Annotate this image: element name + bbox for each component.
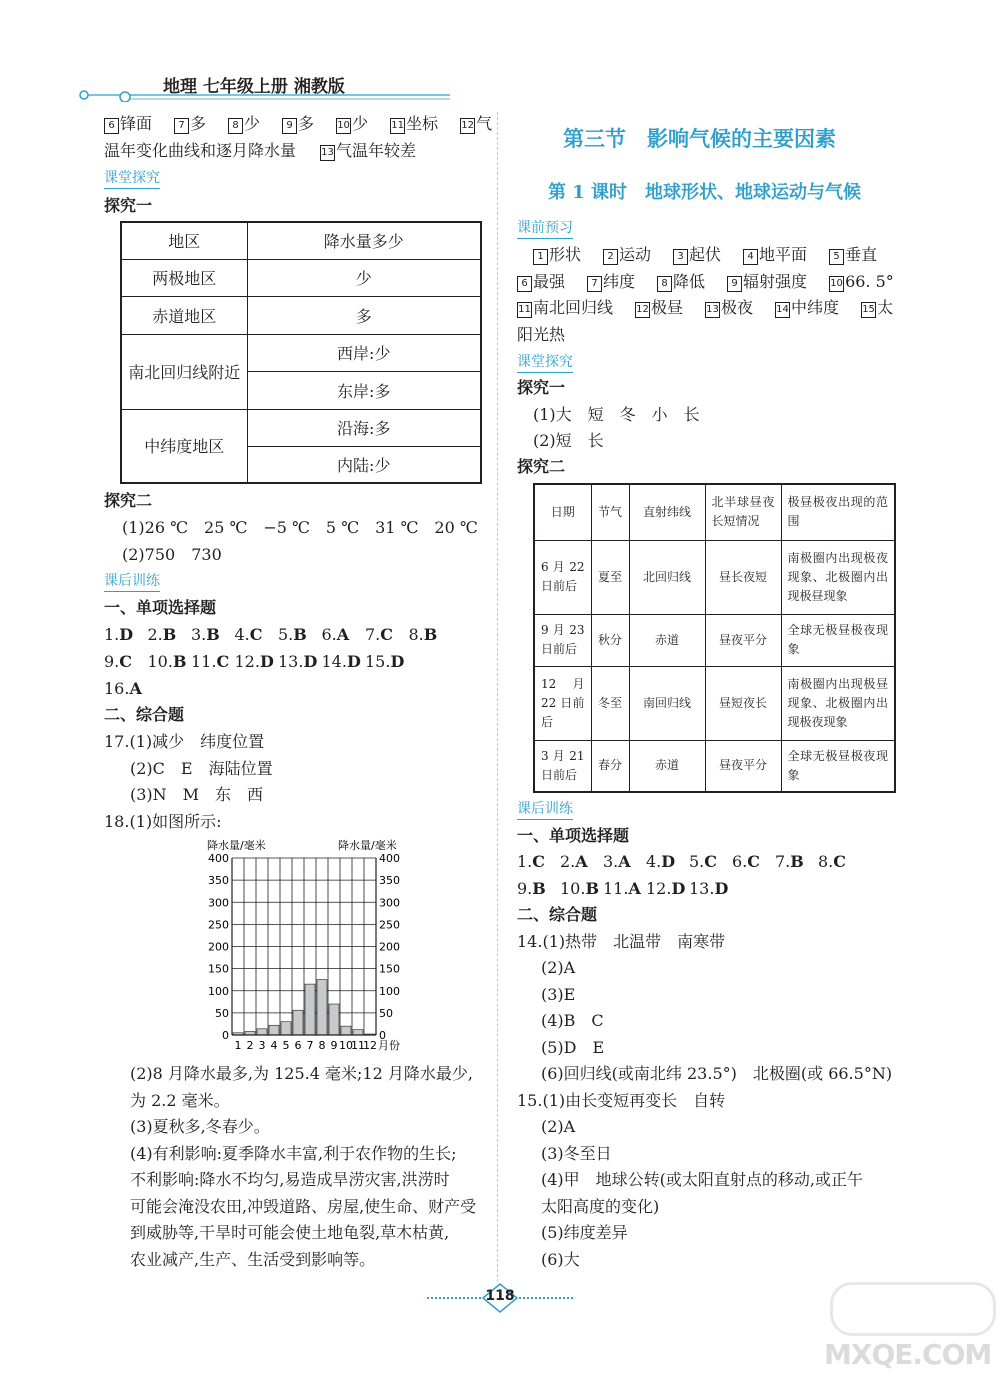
chart-bar [257,1029,267,1035]
chart-xtick: 2 [246,1039,254,1052]
watermark-text: MXQE.COM [824,1338,992,1371]
q15-line-7: (6)大 [541,1250,580,1269]
right-explore1-line-2: (2)短 长 [533,431,604,450]
q14-line-2: (2)A [541,958,576,977]
chart-xtick: 7 [306,1039,314,1052]
right-single-choice-heading: 一、单项选择题 [517,826,630,845]
chart-ytick-right: 250 [379,918,400,932]
q15-line-2: (2)A [541,1117,576,1136]
q17-line-2: (2)C E 海陆位置 [130,759,273,778]
chart-xtick: 5 [282,1039,290,1052]
q15-line-4: (4)甲 地球公转(或太阳直射点的移动,或正午 [541,1170,863,1189]
mc-answer: 3.B [191,625,220,644]
table2-header-date: 日期 [534,484,591,540]
pre-line-2: 6 最强 7 纬度 8 降低 9 辐射强度 10 66. 5° [517,272,894,292]
mc-answer: 8.B [408,625,438,644]
precipitation-chart [200,836,420,1058]
precipitation-table [120,221,482,484]
explore2-heading: 探究二 [104,491,153,510]
q15-line-3: (3)冬至日 [541,1144,612,1163]
table-row: 9 月 23 日前后 秋分 赤道 昼夜平分 全球无极昼极夜现象 [534,614,895,666]
mc-answer: 14.D [321,652,361,671]
chart-bar [281,1022,291,1035]
chart-xtick: 11 [351,1039,365,1052]
chart-xtick: 10 [339,1039,353,1052]
mc-answer: 11.A [603,879,641,898]
table-row: 6 月 22 日前后 夏至 北回归线 昼长夜短 南极圈内出现极夜现象、北极圈内出现极昼现象 [534,540,895,614]
chart-ytick-right: 50 [379,1006,393,1020]
table-row: 南北回归线附近 西岸:少 [121,334,481,371]
single-choice-heading: 一、单项选择题 [104,598,217,617]
q14-line-6: (6)回归线(或南北纬 23.5°) 北极圈(或 66.5°N) [541,1064,893,1083]
chart-ytick-left: 200 [208,940,229,954]
explore1-heading: 探究一 [104,196,153,215]
right-comprehensive-heading: 二、综合题 [517,905,598,924]
q15-line-6: (5)纬度差异 [541,1223,628,1242]
table-header-region: 地区 [121,222,247,259]
column-divider [497,112,498,1282]
section-tag-class-explore-right: 课堂探究 [517,353,573,373]
chart-ytick-left: 150 [208,962,229,976]
page-header [70,66,450,102]
table-row: 12 月 22 日前后 冬至 南回归线 昼短夜长 南极圈内出现极昼现象、北极圈内出现极夜现象 [534,666,895,740]
q17-line-3: (3)N M 东 西 [130,785,264,804]
table-row: 内陆:少 [121,446,481,483]
mc-answer: 3.A [603,852,631,871]
chart-ytick-left: 400 [208,852,229,865]
chart-xtick: 6 [294,1039,302,1052]
q18-line-3: 为 2.2 毫米。 [130,1091,230,1110]
chart-bar [329,1004,339,1035]
q18-line-5: (4)有利影响:夏季降水丰富,利于农作物的生长; [130,1144,457,1163]
table-row: 3 月 21 日前后 春分 赤道 昼夜平分 全球无极昼极夜现象 [534,740,895,792]
q15-line-1: 15.(1)由长变短再变长 自转 [517,1091,726,1110]
mc-answer: 16.A [104,679,142,698]
mc-answer: 7.C [365,625,393,644]
table-row: 两极地区 少 [121,259,481,296]
section-title: 第三节 影响气候的主要因素 [563,126,836,151]
q18-line-7: 可能会淹没农田,冲毁道路、房屋,使生命、财产受 [130,1197,477,1216]
chart-grid [232,858,376,1035]
chart-ytick-left: 250 [208,918,229,932]
mc-answer: 10.B [560,879,599,898]
chart-xtick: 12 [363,1039,377,1052]
chart-ytick-right: 400 [379,852,400,865]
chart-bar [341,1026,351,1035]
q18-line-2: (2)8 月降水最多,为 125.4 毫米;12 月降水最少, [130,1064,473,1083]
chart-ylabel-right: 降水量/毫米 [338,839,397,852]
chart-xtick: 9 [330,1039,338,1052]
mc-answer: 12.D [646,879,686,898]
q18-line-9: 农业减产,生产、生活受到影响等。 [130,1250,376,1269]
left-line-1: 6 锋面 7 多 8 少 9 多 10 少 11 坐标 12 气 [104,114,492,134]
chart-ytick-left: 100 [208,984,229,998]
mc-answer: 8.C [818,852,846,871]
pre-line-3: 11 南北回归线 12 极昼 13 极夜 14 中纬度 15 太 [518,298,894,317]
chart-bar [305,984,315,1035]
q18-line-4: (3)夏秋多,冬春少。 [130,1117,270,1136]
chart-bar [317,980,327,1035]
right-explore2-heading: 探究二 [517,457,566,476]
table2-header-term: 节气 [591,484,629,540]
pre-line-4: 阳光热 [517,325,566,344]
chart-xtick: 4 [270,1039,278,1052]
page-number: 118 [485,1288,515,1304]
chart-ytick-left: 50 [215,1006,229,1020]
chart-ytick-left: 350 [208,874,229,888]
mc-answer: 4.C [234,625,263,644]
mc-answer: 5.C [689,852,717,871]
mc-answer: 6.A [321,625,350,644]
chart-xtick: 3 [258,1039,266,1052]
mc-answer: 4.D [646,852,676,871]
q14-line-1: 14.(1)热带 北温带 南寒带 [517,932,726,951]
mc-answer: 5.B [278,625,307,644]
chart-xlabel: 月份 [378,1039,400,1052]
table2-header-latitude: 直射纬线 [629,484,705,540]
q14-line-5: (5)D E [541,1038,605,1057]
table-row: 中纬度地区 沿海:多 [121,409,481,446]
q18-line-8: 到威胁等,干旱时可能会使土地龟裂,草木枯黄, [130,1223,450,1242]
mc-answer: 10.B [147,652,187,671]
page-footer [425,1280,575,1320]
q14-line-4: (4)B C [541,1011,604,1030]
chart-bar [353,1030,363,1035]
left-line-2: 温年变化曲线和逐月降水量 [104,141,297,160]
mc-answer: 9.B [517,879,546,898]
q15-line-5: 太阳高度的变化) [541,1197,660,1216]
section-tag-preview: 课前预习 [517,219,573,239]
chart-ytick-right: 100 [379,984,400,998]
mc-answer: 11.C [191,652,230,671]
section-tag-after-class: 课后训练 [104,572,160,592]
q14-line-3: (3)E [541,985,576,1004]
q17-line-1: 17.(1)减少 纬度位置 [104,732,265,751]
mc-answer: 9.C [104,652,132,671]
chart-ytick-right: 200 [379,940,400,954]
chart-xtick: 8 [318,1039,326,1052]
mc-answer: 12.D [234,652,274,671]
watermark-stamp [830,1282,996,1336]
mc-answer: 6.C [732,852,760,871]
explore2-line-1: (1)26 ℃ 25 ℃ −5 ℃ 5 ℃ 31 ℃ 20 ℃ [122,518,478,537]
q18-line-6: 不利影响:降水不均匀,易造成旱涝灾害,洪涝时 [130,1170,450,1189]
left-line-2b: 13 气温年较差 [321,141,417,160]
table-row: 赤道地区 多 [121,296,481,334]
mc-answer: 13.D [278,652,318,671]
pre-line-1: 1 形状 2 运动 3 起伏 4 地平面 5 垂直 [533,245,877,265]
chart-ytick-left: 0 [222,1029,229,1042]
lesson-title: 第 1 课时 地球形状、地球运动与气候 [548,182,862,203]
chart-bar [269,1025,279,1035]
section-tag-after-class-right: 课后训练 [517,800,573,820]
right-explore1-line-1: (1)大 短 冬 小 长 [533,405,700,424]
explore2-line-2: (2)750 730 [122,545,222,564]
chart-ytick-right: 350 [379,874,400,888]
mc-answer: 2.B [147,625,177,644]
watermark-logo [822,1282,994,1378]
q18-intro: 18.(1)如图所示: [104,812,222,831]
mc-answer: 15.D [365,652,405,671]
chart-ytick-right: 300 [379,896,400,910]
table-header-precip: 降水量多少 [247,222,481,259]
table2-header-daylength: 北半球昼夜长短情况 [705,484,781,540]
section-tag-class-explore: 课堂探究 [104,169,160,189]
solstice-table [533,483,896,793]
table2-header-polar: 极昼极夜出现的范围 [781,484,895,540]
chart-xtick: 1 [234,1039,242,1052]
mc-answer: 13.D [689,879,729,898]
mc-answer: 2.A [560,852,588,871]
mc-answer: 1.C [517,852,545,871]
header-rule [70,66,450,102]
chart-ytick-right: 150 [379,962,400,976]
mc-answer: 1.D [104,625,134,644]
chart-ytick-right: 0 [379,1029,386,1042]
table-row: 东岸:多 [121,371,481,409]
mc-answer: 7.B [775,852,804,871]
right-explore1-heading: 探究一 [517,378,566,397]
chart-ylabel-left: 降水量/毫米 [207,839,266,852]
comprehensive-heading: 二、综合题 [104,705,185,724]
header-title: 地理 七年级上册 湘教版 [163,77,345,97]
chart-bar [293,1010,303,1035]
chart-ytick-left: 300 [208,896,229,910]
